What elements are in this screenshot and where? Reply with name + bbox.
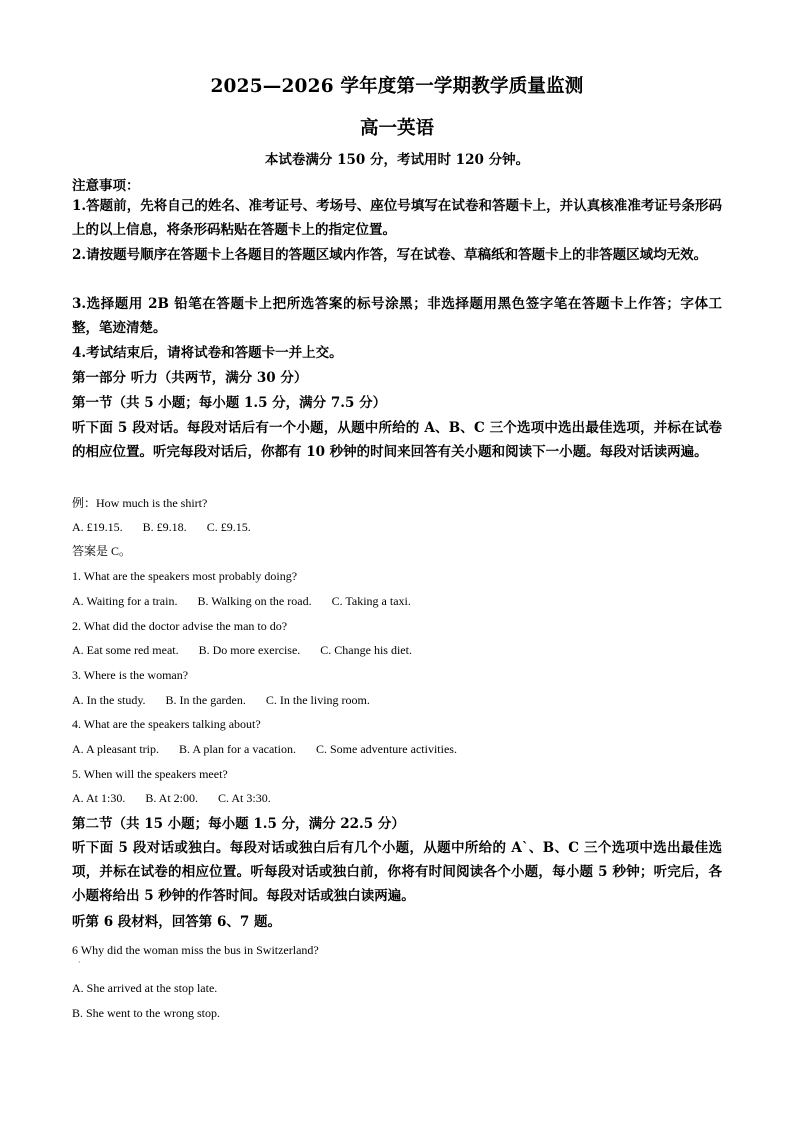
question-1-options <box>72 593 411 609</box>
option-a: A. £19.15. <box>72 520 123 534</box>
question-4-options <box>72 741 457 757</box>
question-6: 6 Why did the woman miss the bus in Switzerland? <box>72 943 319 957</box>
exam-meta: 本试卷满分 150 分，考试用时 120 分钟。 <box>264 152 530 168</box>
option-b: B. Do more exercise. <box>198 643 301 657</box>
question-2-options <box>72 642 412 658</box>
section2-instructions: 听下面 5 段对话或独白。每段对话或独白后有几个小题，从题中所给的 A`、B、C 三个选项中选出最佳选项，并标在试卷的相应位置。听每段对话或独白前，你将有时间阅读各个小题，每小题 5 秒钟；听完后，各小题将给出 5 秒钟的作答时间。每段对话或独白读两遍。 <box>72 840 722 904</box>
option-c: C. Some adventure activities. <box>315 742 457 756</box>
note-item-3: 3.选择题用 2B 铅笔在答题卡上把所选答案的标号涂黑；非选择题用黑色签字笔在答题卡上作答；字体工整，笔迹清楚。 <box>72 296 722 336</box>
question-6-option-b: B. She went to the wrong stop. <box>72 1006 220 1020</box>
option-a: A. Eat some red meat. <box>72 643 179 657</box>
page-title: 2025—2026 学年度第一学期教学质量监测 <box>210 76 584 97</box>
section1-instructions: 听下面 5 段对话。每段对话后有一个小题，从题中所给的 A、B、C 三个选项中选出最佳选项，并标在试卷的相应位置。听完每段对话后，你都有 10 秒钟的时间来回答有关小题和阅读下一小题。每段对话读两遍。 <box>72 420 722 460</box>
option-c: C. At 3:30. <box>218 791 271 805</box>
question-1: 1. What are the speakers most probably doing? <box>72 569 298 583</box>
note-item-1: 1.答题前，先将自己的姓名、准考证号、考场号、座位号填写在试卷和答题卡上，并认真核准准考证号条形码上的以上信息，将条形码粘贴在答题卡上的指定位置。 <box>72 198 722 238</box>
page-subtitle: 高一英语 <box>359 118 434 139</box>
option-c: C. Change his diet. <box>320 643 412 657</box>
question-3: 3. Where is the woman? <box>72 668 189 682</box>
material6-heading: 听第 6 段材料，回答第 6、7 题。 <box>72 914 281 930</box>
note-item-2: 2.请按题号顺序在答题卡上各题目的答题区域内作答，写在试卷、草稿纸和答题卡上的非答题区域均无效。 <box>72 247 708 263</box>
option-b: B. A plan for a vacation. <box>179 742 296 756</box>
question-5: 5. When will the speakers meet? <box>72 767 228 781</box>
option-a: A. At 1:30. <box>72 791 126 805</box>
notes-heading: 注意事项： <box>72 178 140 194</box>
question-3-options <box>72 692 370 708</box>
part1-heading: 第一部分 听力（共两节，满分 30 分） <box>72 370 308 386</box>
option-b: B. In the garden. <box>165 693 246 707</box>
question-4: 4. What are the speakers talking about? <box>72 717 261 731</box>
example-question: 例：How much is the shirt? <box>72 496 208 510</box>
option-a: A. A pleasant trip. <box>72 742 159 756</box>
option-c: C. In the living room. <box>265 693 370 707</box>
option-b: B. At 2:00. <box>145 791 199 805</box>
option-b: B. Walking on the road. <box>197 594 312 608</box>
question-2: 2. What did the doctor advise the man to do? <box>72 619 288 633</box>
option-c: C. £9.15. <box>206 520 251 534</box>
option-b: B. £9.18. <box>142 520 187 534</box>
option-c: C. Taking a taxi. <box>331 594 411 608</box>
section1-heading: 第一节（共 5 小题；每小题 1.5 分，满分 7.5 分） <box>72 395 387 411</box>
option-a: A. In the study. <box>72 693 146 707</box>
note-item-4: 4.考试结束后，请将试卷和答题卡一并上交。 <box>72 345 343 361</box>
question-5-options <box>72 790 271 806</box>
stray-dot: · <box>78 958 81 967</box>
section2-heading: 第二节（共 15 小题；每小题 1.5 分，满分 22.5 分） <box>72 816 405 832</box>
question-6-option-a: A. She arrived at the stop late. <box>72 981 218 995</box>
example-options <box>72 519 251 535</box>
option-a: A. Waiting for a train. <box>72 594 178 608</box>
example-answer: 答案是 C。 <box>72 544 132 558</box>
